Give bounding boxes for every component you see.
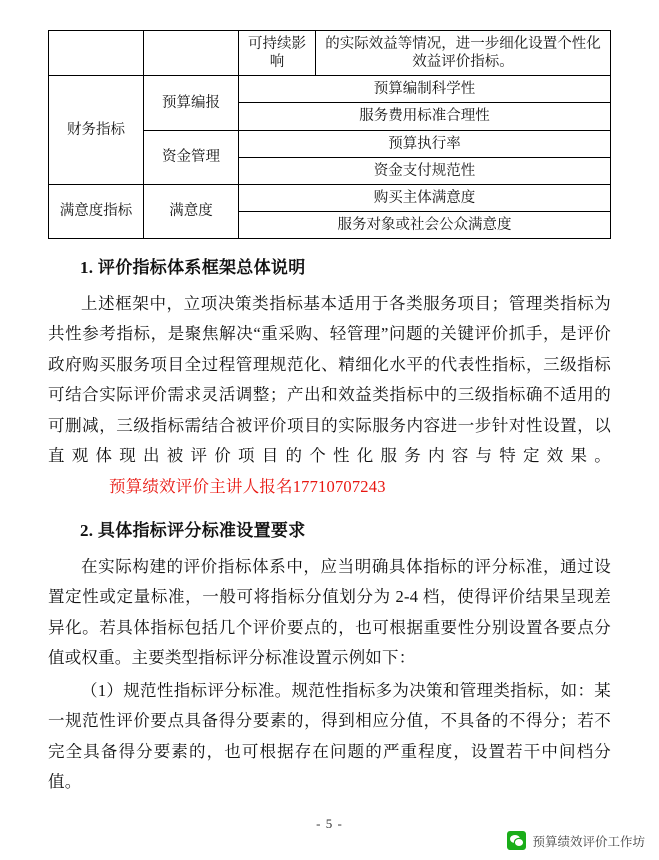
table-row [49,76,611,103]
section-1-paragraph [48,289,611,503]
table-cell-empty-2 [144,31,239,76]
table-cell-subcategory-fund: 资金管理 [144,130,239,184]
brand-name: 预算绩效评价工作坊 [532,834,645,849]
wechat-icon [507,831,526,850]
red-promo-note: 预算绩效评价主讲人报名17710707243 [109,476,386,496]
table-cell-empty-1 [49,31,144,76]
table-cell-subcategory-budget: 预算编报 [144,76,239,130]
section-heading-1: 1. 评价指标体系框架总体说明 [80,258,306,277]
table-cell-category-finance: 财务指标 [49,76,144,185]
table-cell-indicator: 购买主体满意度 [239,184,611,211]
section-2-paragraph-2: （1）规范性指标评分标准。规范性指标多为决策和管理类指标，如：某一规范性评价要点具备得分要素的，得到相应分值，不具备的不得分；若不完全具备得分要素的，也可根据存在问题的严重程度，设置若干中间档分值。 [48,680,611,792]
table-row [49,184,611,211]
table-cell-tier3: 可持续影响 [239,31,316,76]
table-cell-indicator: 资金支付规范性 [239,157,611,184]
table-row [49,31,611,76]
indicator-table [48,30,611,239]
table-cell-subcategory-satisfaction: 满意度 [144,184,239,238]
table-cell-indicator: 服务对象或社会公众满意度 [239,211,611,238]
page-number: - 5 - [316,816,343,831]
table-cell-indicator: 预算执行率 [239,130,611,157]
section-heading-2: 2. 具体指标评分标准设置要求 [80,521,306,541]
section-1-text: 上述框架中，立项决策类指标基本适用于各类服务项目；管理类指标为共性参考指标，是聚焦解决“重采购、轻管理”问题的关键评价抓手，是评价政府购买服务项目全过程管理规范化、精细化水平的代表性指标，三级指标可结合实际评价需求灵活调整；产出和效益类指标中的三级指标确不适用的可删减，三级指标需结合被评价项目的实际服务内容进一步针对性设置，以直观体现出被评价项目的个性化服务内容与特定效果。 [48,293,611,466]
table-cell-desc: 的实际效益等情况，进一步细化设置个性化效益评价指标。 [316,31,611,76]
table-cell-category-satisfaction: 满意度指标 [49,184,144,238]
table-cell-indicator: 服务费用标准合理性 [239,103,611,130]
table-cell-indicator: 预算编制科学性 [239,76,611,103]
section-2-paragraph-1: 在实际构建的评价指标体系中，应当明确具体指标的评分标准，通过设置定性或定量标准，一般可将指标分值划分为 2-4 档，使得评价结果呈现差异化。若具体指标包括几个评价要点的，也可根据重要性分别设置各要点分值或权重。主要类型指标评分标准设置示例如下： [48,556,611,668]
brand-footer [507,831,645,850]
